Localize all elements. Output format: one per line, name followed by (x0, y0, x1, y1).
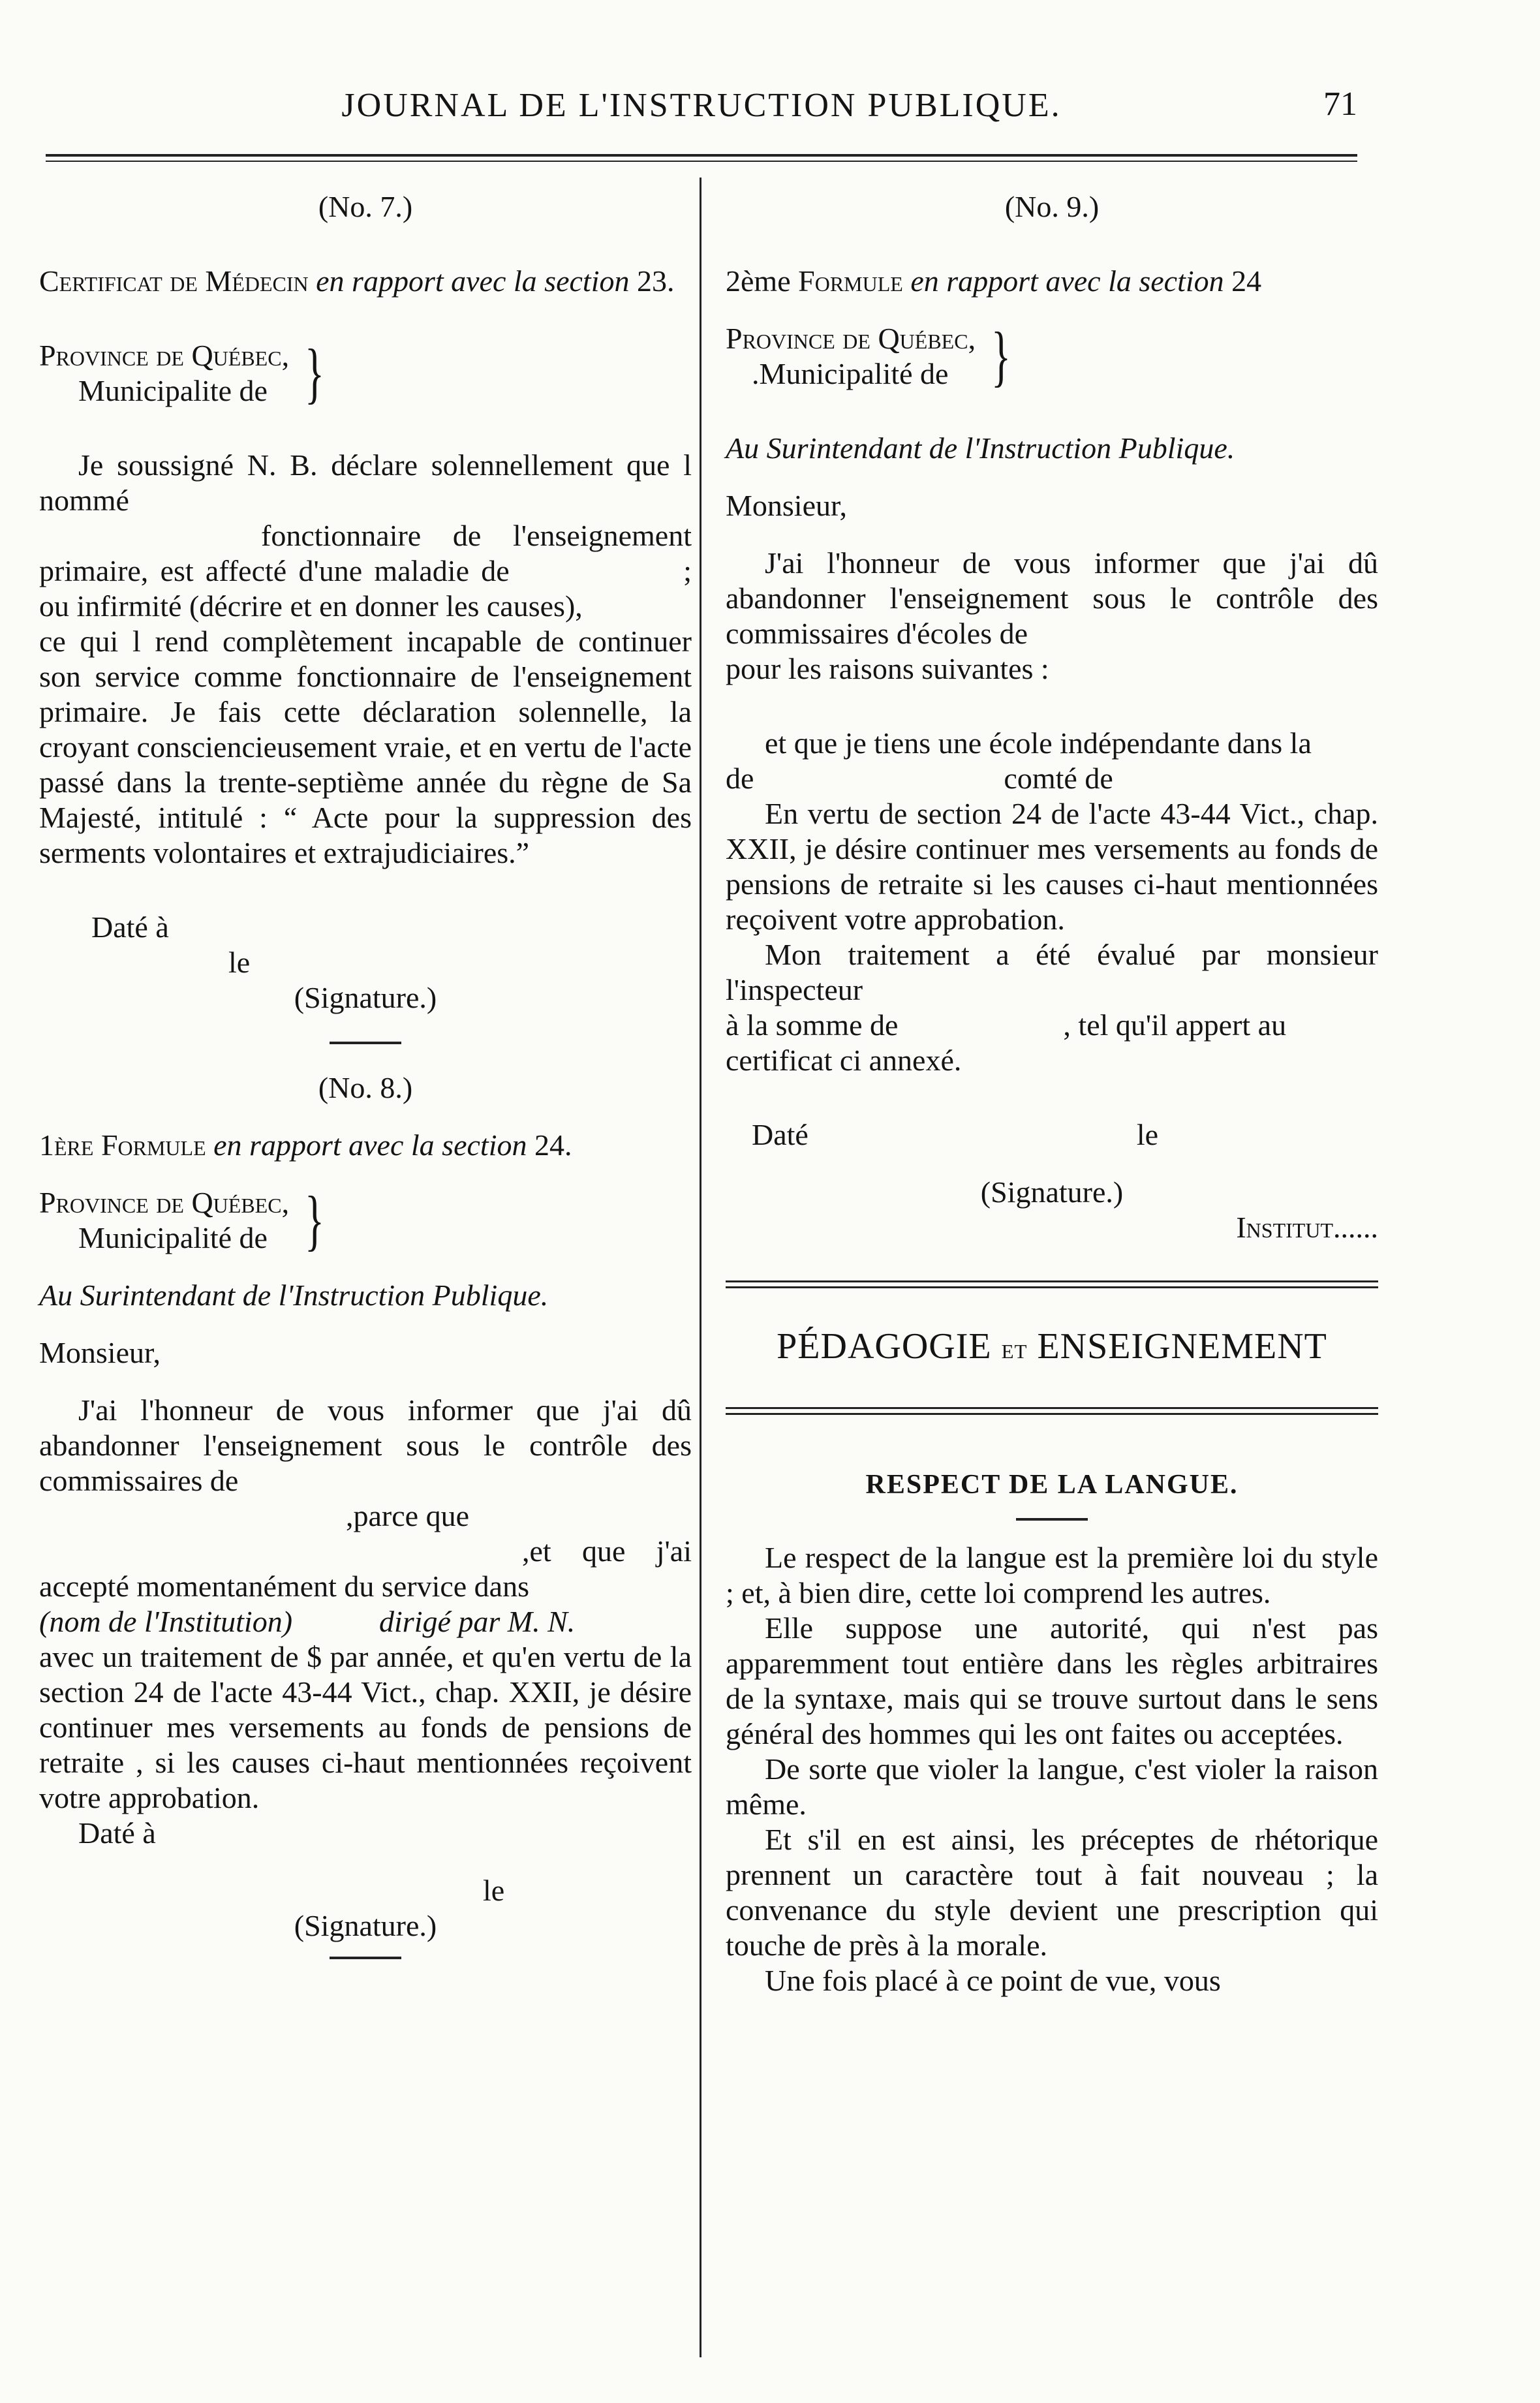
form-8-body-2: ,parce que (346, 1499, 469, 1532)
heading-italic: en rapport avec la section (316, 264, 630, 298)
section-double-rule (726, 1407, 1378, 1415)
separator-rule (330, 1957, 401, 1959)
article-para-5: Une fois placé à ce point de vue, vous (765, 1964, 1221, 1997)
section-title (726, 1324, 1378, 1372)
article-title: RESPECT DE LA LANGUE. (865, 1470, 1239, 1500)
left-column (39, 189, 692, 1985)
form-7-heading (39, 264, 692, 299)
form-9-body-2b (726, 761, 1378, 796)
heading-number: 24. (534, 1128, 572, 1162)
province-label: Province de Québec, (39, 1186, 290, 1219)
form-8-addressee: Au Surintendant de l'Instruction Publique. (39, 1279, 549, 1312)
form-8-institution-line (39, 1604, 692, 1639)
heading-caps: 1ère Formule (39, 1128, 206, 1162)
journal-title: JOURNAL DE L'INSTRUCTION PUBLIQUE. (341, 87, 1062, 124)
directed-by-italic: dirigé par M. N. (379, 1605, 576, 1638)
form-number-9: (No. 9.) (1004, 190, 1100, 223)
form-9-body-4b (726, 1008, 1378, 1078)
province-block (39, 1185, 692, 1256)
article-para-1: Le respect de la langue est la première loi du style ; et, à bien dire, cette loi comprend les autres. (726, 1541, 1378, 1609)
form-8-body-1: J'ai l'honneur de vous informer que j'ai dû abandonner l'enseignement sous le contrôle des commissaires de (39, 1393, 692, 1497)
form-number-7: (No. 7.) (318, 190, 413, 223)
form-8-signature: (Signature.) (294, 1909, 437, 1942)
form-9-salutation: Monsieur, (726, 489, 847, 522)
form-8-salutation: Monsieur, (39, 1336, 161, 1369)
form-8-body-4: avec un traitement de $ par année, et qu'en vertu de la section 24 de l'acte 43-44 Vict., chap. XXII, je désire continuer mes versements au fonds de pensions de retraite , si les causes ci-haut mentionnées reçoivent votre approbation. (39, 1640, 692, 1814)
municipality-label: Municipalité de (78, 1221, 268, 1254)
heading-caps: Formule (798, 264, 903, 298)
form-8-le: le (483, 1874, 505, 1907)
article-para-4: Et s'il en est ainsi, les préceptes de rhétorique prennent un caractère tout à fait nouveau ; la convenance du style devient une prescription qui touche de près à la morale. (726, 1823, 1378, 1962)
page-number: 71 (1323, 85, 1357, 123)
column-divider (700, 178, 701, 2357)
form-9-body-4: Mon traitement a été évalué par monsieur l'inspecteur (726, 938, 1378, 1006)
form-9-body-1: J'ai l'honneur de vous informer que j'ai dû abandonner l'enseignement sous le contrôle des commissaires d'écoles de (726, 546, 1378, 650)
form-8-date: Daté à (78, 1816, 156, 1850)
appert-label: , tel qu'il appert au certificat ci annexé. (726, 1008, 1287, 1077)
form-8-body-3: ,et que j'ai accepté momentanément du service dans (39, 1534, 692, 1603)
heading-number: 23. (636, 264, 675, 298)
heading-italic: en rapport avec la section (910, 264, 1224, 298)
heading-caps: Certificat de Médecin (39, 264, 309, 298)
right-column (726, 189, 1378, 1998)
form-9-body-2: et que je tiens une école indépendante dans la (765, 726, 1312, 760)
form-7-signature: (Signature.) (294, 981, 437, 1014)
form-7-le: le (228, 946, 251, 979)
form-7-body-2a: fonctionnaire de l'enseignement primaire, est affecté d'une maladie de (39, 519, 692, 587)
form-9-le: le (1136, 1118, 1159, 1151)
form-8-heading (39, 1128, 692, 1163)
header-rule-thin (46, 161, 1357, 162)
brace-glyph: } (305, 335, 325, 411)
somme-label: à la somme de (726, 1008, 899, 1042)
section-double-rule (726, 1280, 1378, 1288)
heading-ordinal: 2ème (726, 264, 791, 298)
section-title-c: ENSEIGNEMENT (1037, 1326, 1327, 1367)
form-9-body-3: En vertu de section 24 de l'acte 43-44 Vict., chap. XXII, je désire continuer mes versements au fonds de pensions de retraite si les causes ci-haut mentionnées reçoivent votre approbation. (726, 797, 1378, 936)
institution-name-italic: (nom de l'Institution) (39, 1605, 293, 1638)
municipality-label: Municipalite de (78, 374, 268, 407)
form-7-body-3: ce qui l rend complètement incapable de continuer son service comme fonctionnaire de l'enseignement primaire. Je fais cette déclaration solennelle, la croyant consciencieusement vraie, et en vertu de l'acte passé dans la trente-septième année du règne de Sa Majesté, intitulé : “ Acte pour la suppression des serments volontaires et extrajudiciaires.” (39, 625, 692, 869)
brace-glyph: } (991, 318, 1011, 394)
de-label: de (726, 762, 754, 795)
form-9-institut: Institut...... (1236, 1211, 1378, 1244)
section-title-a: PÉDAGOGIE (777, 1326, 992, 1367)
municipality-label: .Municipalité de (752, 357, 949, 390)
form-9-heading (726, 264, 1378, 299)
form-7-date: Daté à (91, 910, 169, 944)
form-9-date-line (726, 1117, 1378, 1153)
article-para-3: De sorte que violer la langue, c'est violer la raison même. (726, 1752, 1378, 1821)
form-7-body-2 (39, 518, 692, 624)
province-label: Province de Québec, (39, 339, 290, 372)
article-para-2: Elle suppose une autorité, qui n'est pas apparemment tout entière dans les règles arbitraires de la syntaxe, mais qui se trouve surtout dans le sens général des hommes qui les ont faites ou acceptées. (726, 1611, 1378, 1750)
section-title-b: et (1001, 1333, 1028, 1365)
heading-italic: en rapport avec la section (213, 1128, 527, 1162)
form-number-8: (No. 8.) (318, 1071, 413, 1104)
brace-glyph: } (305, 1183, 325, 1258)
comte-label: comté de (1004, 762, 1113, 795)
province-label: Province de Québec, (726, 322, 976, 355)
heading-number: 24 (1231, 264, 1262, 298)
page-header (46, 78, 1357, 137)
form-7-body-2b: ; ou infirmité (décrire et en donner les causes), (39, 554, 692, 623)
province-block (39, 335, 692, 411)
province-block (726, 318, 1378, 394)
separator-rule (330, 1042, 401, 1044)
header-rule (46, 154, 1357, 157)
form-7-body-1: Je soussigné N. B. déclare solennellement que l nommé (39, 448, 692, 517)
form-9-body-1b: pour les raisons suivantes : (726, 652, 1049, 685)
article-rule (1016, 1518, 1088, 1521)
form-9-date: Daté (752, 1118, 808, 1151)
form-9-signature: (Signature.) (980, 1175, 1124, 1209)
form-9-addressee: Au Surintendant de l'Instruction Publique. (726, 431, 1235, 465)
